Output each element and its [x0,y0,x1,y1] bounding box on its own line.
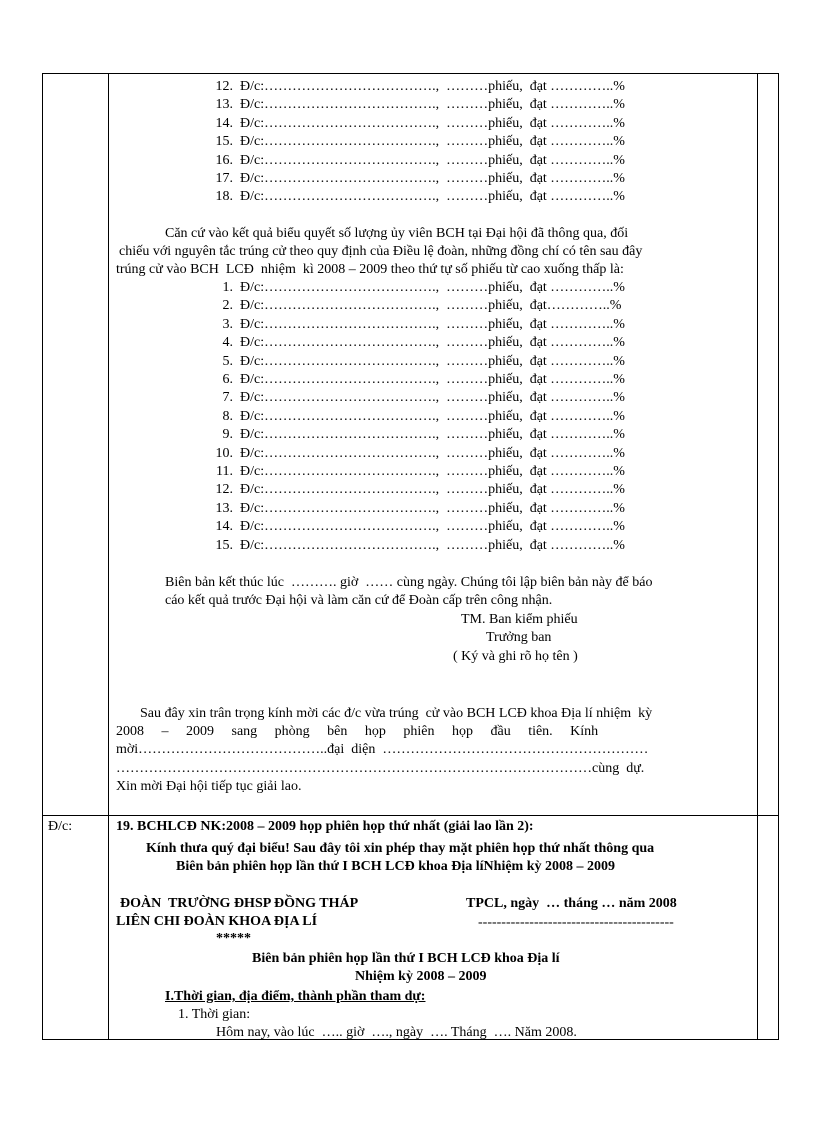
list-number: 14. [215,519,233,535]
dash-divider: ------------------------------------------ [478,915,674,930]
list-number: 1. [222,280,233,295]
list-item: Đ/c:………………………………., ………phiếu, đạt …………..% [240,390,625,406]
intro-line1: Kính thưa quý đại biểu! Sau đây tôi xin phép thay mặt phiên họp thứ nhất thông qua [146,841,655,856]
table-border-left [42,73,43,1040]
list-item: Đ/c:………………………………., ………phiếu, đạt …………..% [240,537,625,553]
org-unit: LIÊN CHI ĐOÀN KHOA ĐỊA LÍ [116,914,318,929]
list-number: 17. [215,171,233,186]
invite-line4: …………………………………………………………………………………………cùng dự. [116,761,645,776]
speaker-label: Đ/c: [48,819,73,834]
list-number: 13. [215,500,233,516]
list-number: 2. [222,298,233,314]
list-number: 6. [222,372,233,387]
list-item: Đ/c:………………………………., ………phiếu, đạt …………..% [240,280,625,295]
list-number: 12. [215,482,233,498]
list-number: 11. [216,464,233,479]
list-number: 3. [222,316,233,332]
table-border-top [42,73,779,74]
list-number: 5. [222,353,233,369]
list-item: Đ/c:………………………………., ………phiếu, đạt …………..% [240,79,625,94]
list-item: Đ/c:………………………………., ………phiếu, đạt …………..% [240,372,625,387]
section-heading: I.Thời gian, địa điểm, thành phần tham dự: [165,989,426,1004]
signature-note: ( Ký và ghi rõ họ tên ) [453,649,578,664]
closing-line2: cáo kết quả trước Đại hội và làm căn cứ để Đoàn cấp trên công nhận. [165,593,553,608]
table-row-divider [42,815,779,816]
list-item: Đ/c:………………………………., ………phiếu, đạt …………..% [240,482,625,498]
signature-role: Trưởng ban [486,630,552,645]
minutes-title: Biên bản phiên họp lần thứ I BCH LCĐ khoa Địa lí [252,951,560,966]
list-number: 14. [215,115,233,131]
list-item: Đ/c:………………………………., ………phiếu, đạt …………..% [240,115,625,131]
result-paragraph-line3: trúng cử vào BCH LCĐ nhiệm kì 2008 – 2009 theo thứ tự số phiếu từ cao xuống thấp là: [116,262,624,277]
list-number: 15. [215,537,233,553]
invite-line1: Sau đây xin trân trọng kính mời các đ/c vừa trúng cử vào BCH LCĐ khoa Địa lí nhiệm kỳ [140,706,653,721]
list-item: Đ/c:………………………………., ………phiếu, đạt …………..% [240,408,625,424]
list-number: 12. [215,79,233,94]
list-number: 16. [215,152,233,168]
list-number: 9. [222,427,233,443]
stars-divider: ***** [216,931,251,946]
list-number: 10. [215,445,233,461]
list-item: Đ/c:………………………………., ………phiếu, đạt …………..% [240,445,625,461]
list-number: 4. [222,335,233,351]
subsection-time: 1. Thời gian: [178,1007,251,1022]
list-number: 13. [215,97,233,113]
agenda-heading: 19. BCHLCĐ NK:2008 – 2009 họp phiên họp thứ nhất (giải lao lần 2): [116,819,534,834]
list-item: Đ/c:………………………………., ………phiếu, đạt …………..% [240,427,625,443]
list-item: Đ/c:………………………………., ………phiếu, đạt …………..% [240,189,625,205]
list-item: Đ/c:………………………………., ………phiếu, đạt…………..% [240,298,622,314]
intro-line2: Biên bản phiên họp lần thứ I BCH LCĐ khoa Địa líNhiệm kỳ 2008 – 2009 [176,859,616,874]
list-item: Đ/c:………………………………., ………phiếu, đạt …………..% [240,97,625,113]
signature-title: TM. Ban kiểm phiếu [461,612,578,627]
invite-line2: 2008 – 2009 sang phòng bên họp phiên họp đầu tiên. Kính [116,724,599,739]
table-border-right [778,73,779,1040]
date-line: TPCL, ngày … tháng … năm 2008 [466,896,677,911]
invite-line3: mời…………………………………..đại diện ………………………………………………… [116,742,649,757]
list-item: Đ/c:………………………………., ………phiếu, đạt …………..% [240,171,625,186]
list-item: Đ/c:………………………………., ………phiếu, đạt …………..% [240,316,625,332]
time-line: Hôm nay, vào lúc ….. giờ …., ngày …. Tháng …. Năm 2008. [216,1025,577,1040]
list-item: Đ/c:………………………………., ………phiếu, đạt …………..% [240,152,625,168]
list-number: 8. [222,408,233,424]
closing-line1: Biên bản kết thúc lúc ………. giờ …… cùng ngày. Chúng tôi lập biên bản này để báo [165,575,653,590]
list-item: Đ/c:………………………………., ………phiếu, đạt …………..% [240,134,625,150]
result-paragraph-line1: Căn cứ vào kết quả biểu quyết số lượng ủy viên BCH tại Đại hội đã thông qua, đối [165,226,629,241]
table-border-col2 [757,73,758,1040]
list-item: Đ/c:………………………………., ………phiếu, đạt …………..% [240,335,625,351]
list-item: Đ/c:………………………………., ………phiếu, đạt …………..% [240,353,625,369]
list-number: 7. [222,390,233,406]
list-item: Đ/c:………………………………., ………phiếu, đạt …………..% [240,464,625,479]
result-paragraph-line2: chiếu với nguyên tắc trúng cử theo quy định của Điều lệ đoàn, những đồng chí có tên sau đây [119,244,643,259]
list-item: Đ/c:………………………………., ………phiếu, đạt …………..% [240,519,625,535]
table-border-col1 [108,73,109,1040]
list-number: 15. [215,134,233,150]
invite-line5: Xin mời Đại hội tiếp tục giải lao. [116,779,302,794]
org-name: ĐOÀN TRƯỜNG ĐHSP ĐỒNG THÁP [120,896,359,911]
minutes-subtitle: Nhiệm kỳ 2008 – 2009 [355,969,487,984]
list-item: Đ/c:………………………………., ………phiếu, đạt …………..% [240,500,625,516]
list-number: 18. [215,189,233,205]
